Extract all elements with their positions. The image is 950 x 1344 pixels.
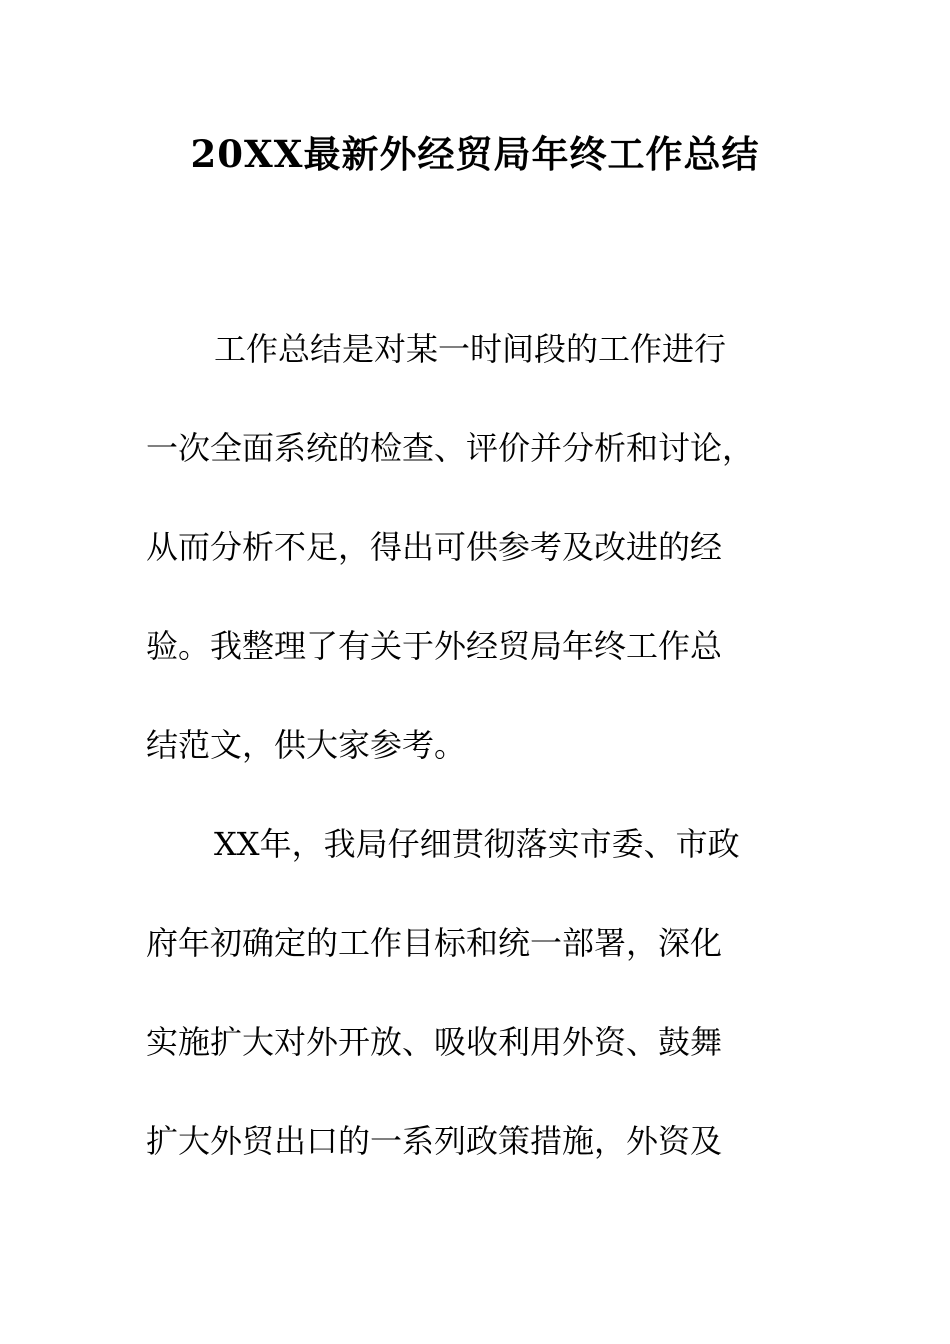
paragraph-line: XX年，我局仔细贯彻落实市委、市政 — [214, 825, 740, 863]
document-title: 20XX最新外经贸局年终工作总结 — [190, 132, 760, 176]
paragraph-line: 验。我整理了有关于外经贸局年终工作总 — [146, 627, 723, 665]
paragraph-1 — [146, 300, 806, 795]
paragraph-line: 府年初确定的工作目标和统一部署，深化 — [146, 924, 723, 962]
document-body — [146, 300, 806, 1191]
paragraph-line: 扩大外贸出口的一系列政策措施，外资及 — [146, 1122, 723, 1160]
paragraph-line: 从而分析不足，得出可供参考及改进的经 — [146, 528, 723, 566]
paragraph-line: 一次全面系统的检查、评价并分析和讨论， — [146, 429, 755, 467]
paragraph-line: 结范文，供大家参考。 — [146, 726, 467, 764]
paragraph-line: 实施扩大对外开放、吸收利用外资、鼓舞 — [146, 1023, 723, 1061]
paragraph-line: 工作总结是对某一时间段的工作进行 — [214, 330, 727, 368]
paragraph-2 — [146, 795, 806, 1191]
